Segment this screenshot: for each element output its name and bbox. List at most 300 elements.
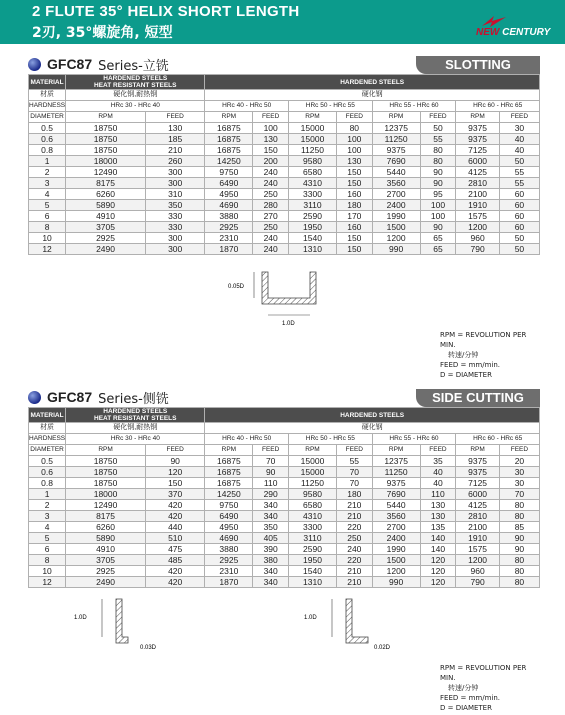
table-cell: 9375 [456,134,500,145]
table-cell: 1540 [289,566,337,577]
table-cell: 14250 [205,489,253,500]
table-row [29,167,540,178]
side-cut-diagram-1 [68,597,198,653]
diameter-label: DIAMETER [29,112,66,123]
table-cell: 18750 [66,467,146,478]
table-cell: 90 [420,222,456,233]
table-cell: 100 [253,123,289,134]
table-cell: 5890 [66,533,146,544]
table-row [29,156,540,167]
table-cell: 50 [499,244,539,255]
table-row [29,478,540,489]
table-cell: 140 [420,544,456,555]
table-cell: 15000 [289,134,337,145]
slotting-section [28,56,540,384]
table-row [29,500,540,511]
table-cell: 12375 [372,456,420,467]
table-cell: 35 [420,456,456,467]
offset-label: 0.03D [140,645,157,651]
table-cell: 160 [336,222,372,233]
table-cell: 3 [29,178,66,189]
table-row [29,456,540,467]
table-cell: 2310 [205,566,253,577]
section-title [28,389,169,405]
table-cell: 1990 [372,211,420,222]
table-cell: 220 [336,555,372,566]
table-cell: 280 [253,200,289,211]
table-cell: 2100 [456,522,500,533]
table-cell: 65 [420,244,456,255]
table-cell: 11250 [289,478,337,489]
hardness-range: HRc 30 - HRc 40 [66,434,205,445]
table-cell: 475 [145,544,204,555]
table-cell: 4 [29,522,66,533]
table-cell: 12490 [66,500,146,511]
table-cell: 60 [499,189,539,200]
table-cell: 2925 [66,566,146,577]
table-cell: 1310 [289,577,337,588]
material-group-2: HARDENED STEELS [205,75,540,90]
table-cell: 250 [253,189,289,200]
table-cell: 120 [420,577,456,588]
table-cell: 90 [420,178,456,189]
page-title: 2 FLUTE 35° HELIX SHORT LENGTH [32,3,300,20]
table-cell: 300 [145,233,204,244]
table-cell: 240 [253,244,289,255]
table-cell: 1540 [289,233,337,244]
table-cell: 9580 [289,156,337,167]
hardness-range: HRc 50 - HRc 55 [289,434,373,445]
feed-header: FEED [253,112,289,123]
side-cutting-section [28,389,540,715]
table-cell: 210 [336,500,372,511]
table-cell: 2 [29,500,66,511]
table-cell: 5 [29,533,66,544]
table-row [29,233,540,244]
table-cell: 50 [499,156,539,167]
feed-header: FEED [253,445,289,456]
table-cell: 3560 [372,178,420,189]
table-row [29,178,540,189]
table-cell: 11250 [372,467,420,478]
width-label: 1.0D [282,321,295,327]
table-cell: 100 [336,134,372,145]
table-cell: 390 [253,544,289,555]
table-cell: 50 [420,123,456,134]
table-cell: 16875 [205,134,253,145]
table-cell: 80 [420,156,456,167]
table-cell: 260 [145,156,204,167]
table-cell: 1200 [456,222,500,233]
table-cell: 2490 [66,577,146,588]
table-row [29,211,540,222]
table-row [29,467,540,478]
material-group-1: HARDENED STEELS HEAT RESISTANT STEELS [66,408,205,423]
table-cell: 130 [253,134,289,145]
note-line: D = DIAMETER [440,704,492,712]
feed-header: FEED [499,445,539,456]
table-cell: 2590 [289,544,337,555]
table-cell: 240 [253,178,289,189]
table-cell: 4310 [289,511,337,522]
table-cell: 40 [499,134,539,145]
table-cell: 2400 [372,200,420,211]
table-cell: 2100 [456,189,500,200]
note-line: 转速/分钟 [448,684,479,692]
table-cell: 135 [420,522,456,533]
table-cell: 30 [499,478,539,489]
table-cell: 90 [499,533,539,544]
hardness-range: HRc 40 - HRc 50 [205,434,289,445]
table-cell: 2810 [456,178,500,189]
table-row [29,522,540,533]
table-cell: 9750 [205,500,253,511]
table-cell: 6000 [456,156,500,167]
table-cell: 9580 [289,489,337,500]
feed-header: FEED [145,445,204,456]
table-cell: 4690 [205,200,253,211]
table-cell: 1500 [372,222,420,233]
table-cell: 15000 [289,123,337,134]
table-cell: 1 [29,489,66,500]
table-row [29,489,540,500]
cutting-data-table [28,74,540,255]
table-cell: 150 [253,145,289,156]
table-cell: 180 [336,489,372,500]
table-cell: 990 [372,244,420,255]
logo-century-text: CENTURY [502,27,551,38]
table-cell: 2810 [456,511,500,522]
table-cell: 2490 [66,244,146,255]
table-cell: 150 [336,178,372,189]
table-cell: 1910 [456,200,500,211]
table-cell: 60 [499,200,539,211]
table-cell: 9375 [456,467,500,478]
table-cell: 420 [145,511,204,522]
table-cell: 330 [145,211,204,222]
table-cell: 300 [145,244,204,255]
table-cell: 110 [420,489,456,500]
rpm-header: RPM [456,445,500,456]
table-row [29,145,540,156]
table-cell: 95 [420,189,456,200]
table-cell: 80 [499,511,539,522]
model-name: GFC87 [47,389,93,405]
table-cell: 120 [420,555,456,566]
table-row [29,566,540,577]
table-cell: 6580 [289,500,337,511]
table-cell: 3300 [289,522,337,533]
table-cell: 15000 [289,456,337,467]
table-cell: 2590 [289,211,337,222]
table-cell: 1910 [456,533,500,544]
table-cell: 80 [499,555,539,566]
table-cell: 12490 [66,167,146,178]
table-row [29,189,540,200]
feed-header: FEED [499,112,539,123]
rpm-header: RPM [66,445,146,456]
table-cell: 3880 [205,211,253,222]
table-cell: 55 [499,178,539,189]
rpm-header: RPM [205,112,253,123]
table-cell: 250 [253,222,289,233]
table-cell: 350 [253,522,289,533]
operation-badge: SLOTTING [416,56,540,74]
table-cell: 3110 [289,200,337,211]
hardness-label: HARDNESS [29,101,66,112]
rpm-header: RPM [372,445,420,456]
table-cell: 210 [336,511,372,522]
table-cell: 60 [499,222,539,233]
material-group-2: HARDENED STEELS [205,408,540,423]
table-cell: 3560 [372,511,420,522]
material-group-1-cn: 硬化钢,耐热钢 [66,90,205,101]
table-cell: 130 [420,500,456,511]
hardness-range: HRc 30 - HRc 40 [66,101,205,112]
table-cell: 4910 [66,211,146,222]
table-cell: 240 [253,167,289,178]
hardness-label: HARDNESS [29,434,66,445]
table-cell: 1200 [372,233,420,244]
model-name: GFC87 [47,56,93,72]
series-name: Series-立铣 [98,58,169,74]
rpm-header: RPM [289,112,337,123]
table-cell: 8 [29,222,66,233]
table-cell: 370 [145,489,204,500]
table-cell: 340 [253,577,289,588]
table-cell: 18000 [66,489,146,500]
table-cell: 4690 [205,533,253,544]
table-cell: 9375 [456,123,500,134]
table-cell: 18750 [66,134,146,145]
table-cell: 960 [456,233,500,244]
table-cell: 300 [145,167,204,178]
table-cell: 140 [420,533,456,544]
table-cell: 1990 [372,544,420,555]
table-cell: 420 [145,566,204,577]
feed-header: FEED [336,445,372,456]
material-label: MATERIAL [29,75,66,90]
material-group-1: HARDENED STEELS HEAT RESISTANT STEELS [66,75,205,90]
table-cell: 6260 [66,189,146,200]
table-cell: 420 [145,500,204,511]
page-header [0,0,565,44]
table-row [29,123,540,134]
table-cell: 7690 [372,489,420,500]
table-cell: 2700 [372,189,420,200]
operation-badge: SIDE CUTTING [416,389,540,407]
cutting-data-table [28,407,540,588]
table-cell: 6490 [205,178,253,189]
table-cell: 65 [420,233,456,244]
material-group-2-cn: 硬化钢 [205,423,540,434]
table-cell: 9375 [456,456,500,467]
feed-header: FEED [336,112,372,123]
table-row [29,222,540,233]
table-cell: 340 [253,566,289,577]
table-cell: 210 [336,577,372,588]
note-line: FEED = mm/min. [440,361,500,369]
table-cell: 150 [336,167,372,178]
table-cell: 130 [336,156,372,167]
table-cell: 2925 [205,222,253,233]
side-cut-diagram-2 [298,597,428,653]
table-cell: 340 [253,500,289,511]
table-cell: 4950 [205,522,253,533]
table-cell: 12 [29,244,66,255]
section-title [28,56,169,72]
table-cell: 5440 [372,167,420,178]
table-cell: 30 [499,467,539,478]
table-cell: 1575 [456,544,500,555]
table-cell: 3705 [66,222,146,233]
table-cell: 70 [336,467,372,478]
table-cell: 420 [145,577,204,588]
material-group-2-cn: 硬化钢 [205,90,540,101]
table-cell: 300 [145,178,204,189]
table-cell: 6490 [205,511,253,522]
table-cell: 1310 [289,244,337,255]
hardness-range: HRc 60 - HRc 65 [456,101,540,112]
table-cell: 510 [145,533,204,544]
table-cell: 14250 [205,156,253,167]
table-cell: 6580 [289,167,337,178]
table-cell: 110 [253,478,289,489]
material-label-cn: 材质 [29,423,66,434]
slotting-diagram [228,270,338,330]
table-cell: 1200 [456,555,500,566]
table-cell: 7690 [372,156,420,167]
hardness-range: HRc 55 - HRc 60 [372,101,456,112]
table-cell: 200 [253,156,289,167]
hardness-range: HRc 50 - HRc 55 [289,101,373,112]
rpm-header: RPM [205,445,253,456]
table-cell: 2400 [372,533,420,544]
table-cell: 130 [420,511,456,522]
brand-logo [476,14,558,42]
table-cell: 12375 [372,123,420,134]
table-cell: 100 [420,211,456,222]
depth-label: 1.0D [74,615,87,621]
table-cell: 15000 [289,467,337,478]
table-cell: 7125 [456,145,500,156]
hardness-range: HRc 55 - HRc 60 [372,434,456,445]
table-cell: 250 [336,533,372,544]
table-cell: 2925 [66,233,146,244]
note-line: 转速/分钟 [448,351,479,359]
table-cell: 0.8 [29,478,66,489]
table-cell: 130 [145,123,204,134]
table-cell: 1575 [456,211,500,222]
table-row [29,577,540,588]
table-cell: 380 [253,555,289,566]
table-cell: 7125 [456,478,500,489]
table-cell: 4310 [289,178,337,189]
table-cell: 405 [253,533,289,544]
table-cell: 150 [145,478,204,489]
table-cell: 310 [145,189,204,200]
table-cell: 55 [336,456,372,467]
bullet-icon [28,58,41,71]
table-cell: 180 [336,200,372,211]
table-cell: 150 [336,244,372,255]
rpm-header: RPM [289,445,337,456]
table-cell: 3705 [66,555,146,566]
legend-notes [440,663,540,713]
note-line: RPM = REVOLUTION PER MIN. [440,331,527,349]
table-cell: 4 [29,189,66,200]
table-cell: 10 [29,566,66,577]
table-cell: 80 [336,123,372,134]
table-cell: 790 [456,244,500,255]
table-cell: 3880 [205,544,253,555]
table-cell: 6000 [456,489,500,500]
table-cell: 30 [499,123,539,134]
table-cell: 9750 [205,167,253,178]
table-cell: 3 [29,511,66,522]
table-cell: 1950 [289,222,337,233]
table-cell: 12 [29,577,66,588]
table-cell: 50 [499,233,539,244]
diameter-label: DIAMETER [29,445,66,456]
table-cell: 1200 [372,566,420,577]
table-cell: 5 [29,200,66,211]
table-cell: 440 [145,522,204,533]
table-cell: 960 [456,566,500,577]
table-cell: 240 [253,233,289,244]
table-cell: 18750 [66,145,146,156]
table-cell: 185 [145,134,204,145]
table-cell: 170 [336,211,372,222]
rpm-header: RPM [456,112,500,123]
bullet-icon [28,391,41,404]
table-cell: 80 [499,577,539,588]
table-cell: 8175 [66,178,146,189]
table-cell: 18750 [66,456,146,467]
offset-label: 0.02D [374,645,391,651]
hardness-range: HRc 40 - HRc 50 [205,101,289,112]
table-cell: 85 [499,522,539,533]
feed-header: FEED [420,112,456,123]
table-row [29,134,540,145]
table-row [29,544,540,555]
table-cell: 5440 [372,500,420,511]
table-cell: 80 [420,145,456,156]
table-cell: 70 [253,456,289,467]
table-cell: 20 [499,456,539,467]
series-name: Series-侧铣 [98,391,169,407]
table-cell: 16875 [205,467,253,478]
table-cell: 160 [336,189,372,200]
table-cell: 4910 [66,544,146,555]
table-cell: 350 [145,200,204,211]
table-cell: 6260 [66,522,146,533]
table-cell: 790 [456,577,500,588]
table-cell: 11250 [289,145,337,156]
table-cell: 0.6 [29,467,66,478]
table-cell: 16875 [205,145,253,156]
page-subtitle: 2刃, 35°螺旋角, 短型 [32,25,173,41]
table-cell: 210 [336,566,372,577]
table-cell: 485 [145,555,204,566]
table-cell: 340 [253,511,289,522]
table-cell: 8175 [66,511,146,522]
table-cell: 18750 [66,478,146,489]
rpm-header: RPM [372,112,420,123]
table-cell: 80 [499,500,539,511]
table-cell: 18750 [66,123,146,134]
table-cell: 10 [29,233,66,244]
